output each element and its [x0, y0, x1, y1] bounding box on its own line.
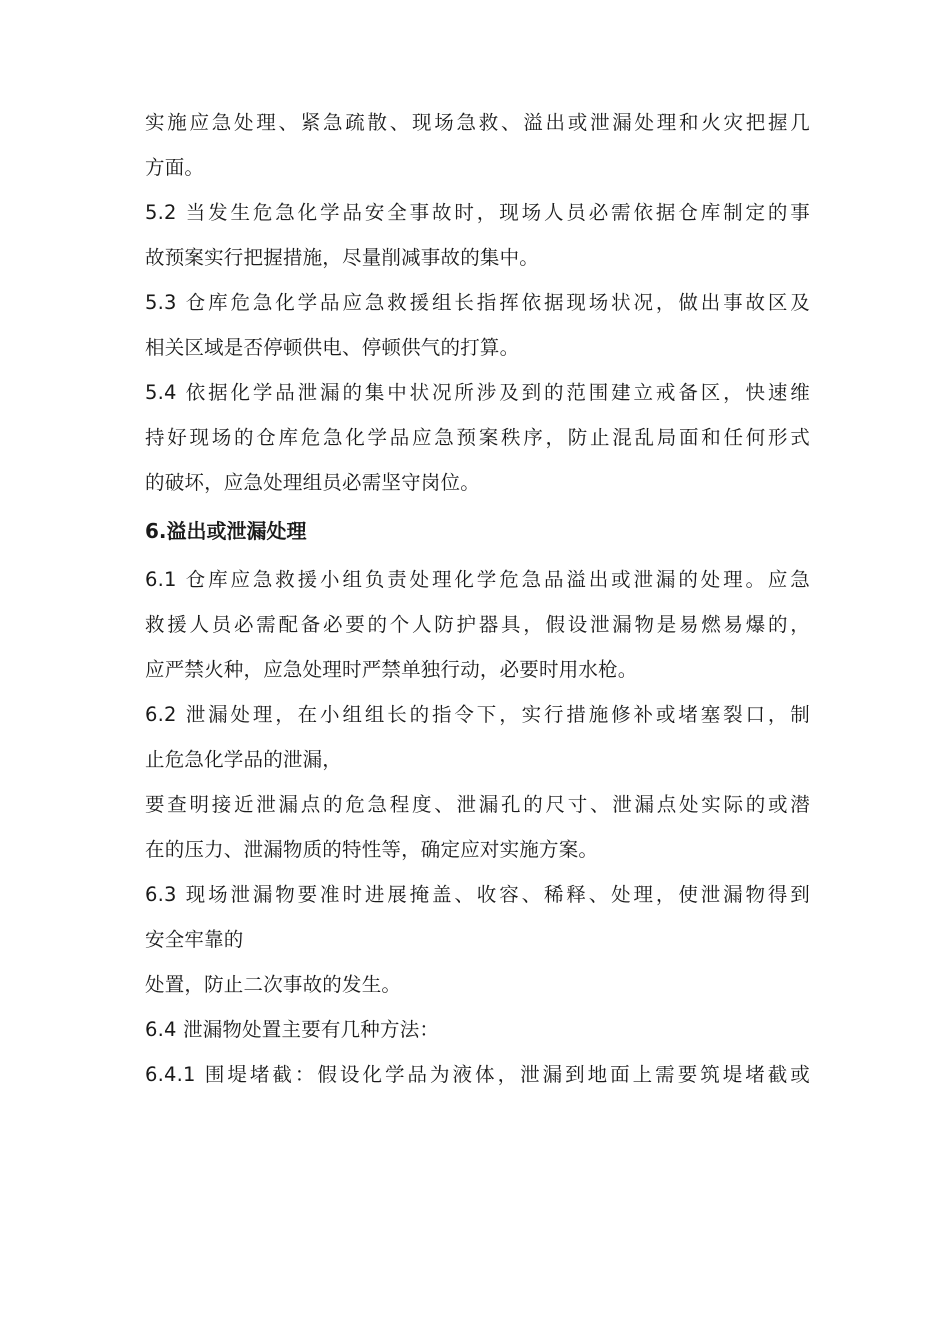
text-line: 相关区域是否停顿供电、停顿供气的打算。 [145, 336, 520, 359]
text-line: 6.3 现场泄漏物要准时进展掩盖、收容、稀释、处理，使泄漏物得到 [145, 883, 810, 906]
text-line: 安全牢靠的 [145, 928, 244, 951]
body-text-block [145, 100, 810, 505]
text-line: 应严禁火种，应急处理时严禁单独行动，必要时用水枪。 [145, 658, 638, 681]
document-page [145, 100, 810, 1097]
text-line: 的破坏，应急处理组员必需坚守岗位。 [145, 471, 480, 494]
text-line: 要查明接近泄漏点的危急程度、泄漏孔的尺寸、泄漏点处实际的或潜 [145, 793, 810, 816]
text-line: 5.4 依据化学品泄漏的集中状况所涉及到的范围建立戒备区，快速维 [145, 381, 810, 404]
text-line: 6.4 泄漏物处置主要有几种方法： [145, 1018, 440, 1041]
text-line: 5.2 当发生危急化学品安全事故时，现场人员必需依据仓库制定的事 [145, 201, 810, 224]
text-line: 5.3 仓库危急化学品应急救援组长指挥依据现场状况，做出事故区及 [145, 291, 810, 314]
section-heading: 6.溢出或泄漏处理 [145, 519, 307, 543]
text-line: 处置，防止二次事故的发生。 [145, 973, 402, 996]
text-line: 6.1 仓库应急救援小组负责处理化学危急品溢出或泄漏的处理。应急 [145, 568, 810, 591]
text-line: 止危急化学品的泄漏， [145, 748, 343, 771]
text-line: 实施应急处理、紧急疏散、现场急救、溢出或泄漏处理和火灾把握几 [145, 111, 810, 134]
text-line: 故预案实行把握措施，尽量削减事故的集中。 [145, 246, 540, 269]
body-text-block-2 [145, 557, 810, 1097]
text-line: 6.4.1 围堤堵截：假设化学品为液体，泄漏到地面上需要筑堤堵截或 [145, 1063, 810, 1086]
text-line: 持好现场的仓库危急化学品应急预案秩序，防止混乱局面和任何形式 [145, 426, 810, 449]
text-line: 6.2 泄漏处理，在小组组长的指令下，实行措施修补或堵塞裂口，制 [145, 703, 810, 726]
text-line: 救援人员必需配备必要的个人防护器具，假设泄漏物是易燃易爆的， [145, 613, 810, 636]
text-line: 方面。 [145, 156, 205, 179]
text-line: 在的压力、泄漏物质的特性等，确定应对实施方案。 [145, 838, 599, 861]
